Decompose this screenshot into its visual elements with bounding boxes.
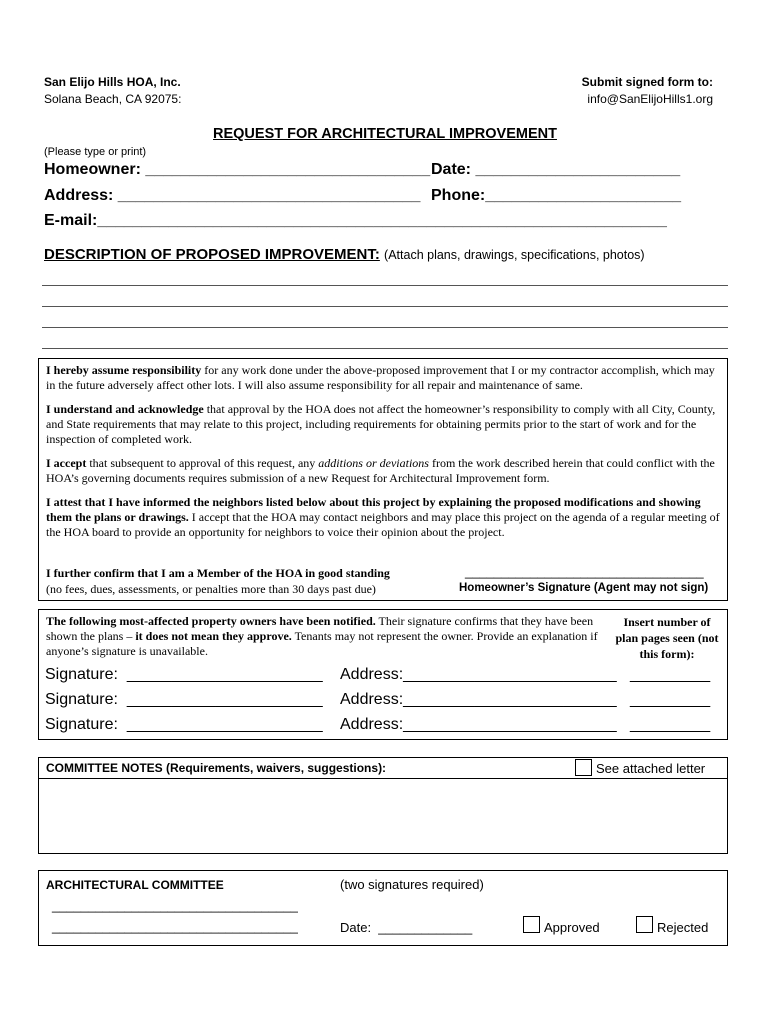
member-note: (no fees, dues, assessments, or penalties more than 30 days past due) <box>46 582 376 596</box>
neighbors-bold: The following most-affected property owners have been notified. <box>46 614 376 628</box>
neighbor-pages[interactable]: _________ <box>630 666 711 683</box>
form-title: REQUEST FOR ARCHITECTURAL IMPROVEMENT <box>213 126 557 142</box>
homeowner-label: Homeowner: ________________________________ <box>44 161 431 178</box>
committee-signature-line[interactable]: __________________________________ <box>52 898 298 913</box>
phone-field[interactable] <box>431 187 681 205</box>
email-field[interactable] <box>44 212 667 230</box>
description-line[interactable] <box>42 348 728 349</box>
attached-letter-checkbox[interactable] <box>575 759 592 776</box>
approved-checkbox[interactable] <box>523 916 540 933</box>
date-field[interactable] <box>431 161 680 179</box>
address-label: Address: __________________________________ <box>44 187 421 204</box>
terms-bold: I hereby assume responsibility <box>46 363 202 377</box>
homeowner-signature-line[interactable]: _________________________________ <box>465 564 704 579</box>
committee-notes-label: COMMITTEE NOTES (Requirements, waivers, suggestions): <box>46 761 387 775</box>
neighbor-address[interactable]: Address:________________________ <box>340 666 617 683</box>
date-label: Date: _______________________ <box>431 161 681 178</box>
neighbor-address[interactable]: Address:________________________ <box>340 716 617 733</box>
terms-paragraph <box>46 456 724 486</box>
committee-notes-box[interactable] <box>38 757 728 854</box>
terms-bold: I attest that I have informed the neighbors listed below about this project by explaining the proposed modifications and showing them the plans or drawings. <box>46 495 701 524</box>
member-confirm: I further confirm that I am a Member of the HOA in good standing <box>46 566 390 580</box>
email-label: E-mail:________________________________________________________________ <box>44 212 667 229</box>
terms-paragraph <box>46 363 724 393</box>
neighbor-pages[interactable]: _________ <box>630 716 711 733</box>
description-heading <box>44 246 645 263</box>
arch-committee-box <box>38 870 728 946</box>
neighbors-intro <box>46 614 606 659</box>
org-city: Solana Beach, CA 92075: <box>44 92 182 106</box>
attached-letter-label: See attached letter <box>596 761 706 776</box>
rejected-label: Rejected <box>657 920 709 935</box>
terms-content <box>46 363 724 540</box>
arch-committee-label: ARCHITECTURAL COMMITTEE <box>46 878 224 892</box>
neighbors-text: Their signature confirms that they have been shown the plans – <box>46 614 594 643</box>
submit-email: info@SanElijoHills1.org <box>587 92 713 106</box>
committee-date[interactable]: Date: _____________ <box>340 920 473 935</box>
neighbors-box <box>38 609 728 740</box>
plan-pages-note: Insert number of plan pages seen (not this form): <box>615 615 719 661</box>
terms-bold: I accept <box>46 456 87 470</box>
description-line[interactable] <box>42 327 728 328</box>
terms-text: I accept that the HOA may contact neighbors and may place this project on the agenda of a regular meeting of the HOA board to provide an opportunity for neighbors to voice their opinion about the project. <box>46 510 720 539</box>
neighbor-signature[interactable]: Signature: ______________________ <box>45 691 323 708</box>
terms-italic: additions or deviations <box>318 456 429 470</box>
org-name: San Elijo Hills HOA, Inc. <box>44 75 181 89</box>
homeowner-field[interactable] <box>44 161 430 179</box>
terms-paragraph <box>46 495 724 540</box>
committee-signature-line[interactable]: __________________________________ <box>52 919 298 934</box>
phone-label: Phone:______________________ <box>431 187 681 204</box>
terms-text: from the work described herein that could conflict with the HOA’s governing documents requires submission of a new Request for Architectural Improvement form. <box>46 456 715 485</box>
rejected-checkbox[interactable] <box>636 916 653 933</box>
neighbor-signature[interactable]: Signature: ______________________ <box>45 716 323 733</box>
address-field[interactable] <box>44 187 420 205</box>
neighbor-pages[interactable]: _________ <box>630 691 711 708</box>
submit-label: Submit signed form to: <box>581 75 713 89</box>
committee-notes-divider <box>39 778 727 779</box>
homeowner-signature-label: Homeowner’s Signature (Agent may not sign) <box>459 582 709 594</box>
terms-bold: I understand and acknowledge <box>46 402 204 416</box>
neighbors-bold: it does not mean they approve. <box>135 629 292 643</box>
neighbors-text: Tenants may not represent the owner. Provide an explanation if anyone’s signature is unavailable. <box>46 629 598 658</box>
terms-box <box>38 358 728 601</box>
description-line[interactable] <box>42 285 728 286</box>
type-note: (Please type or print) <box>44 146 147 158</box>
terms-text: that subsequent to approval of this request, any <box>86 456 319 470</box>
neighbor-address[interactable]: Address:________________________ <box>340 691 617 708</box>
terms-text: for any work done under the above-proposed improvement that I or my contractor accomplish, which may in the future adversely affect other lots. I will also assume responsibility for all repair and maintenance of same. <box>46 363 715 392</box>
two-signatures-note: (two signatures required) <box>340 877 484 892</box>
description-line[interactable] <box>42 306 728 307</box>
description-title: DESCRIPTION OF PROPOSED IMPROVEMENT: <box>44 246 380 263</box>
approved-label: Approved <box>544 920 600 935</box>
neighbor-signature[interactable]: Signature: ______________________ <box>45 666 323 683</box>
terms-paragraph <box>46 402 724 447</box>
description-note: (Attach plans, drawings, specifications, photos) <box>384 248 645 262</box>
terms-text: that approval by the HOA does not affect the homeowner’s responsibility to comply with all City, County, and State requirements that may relate to this project, including requirements for obtaining permits prior to the start of work and for the inspection of completed work. <box>46 402 716 446</box>
